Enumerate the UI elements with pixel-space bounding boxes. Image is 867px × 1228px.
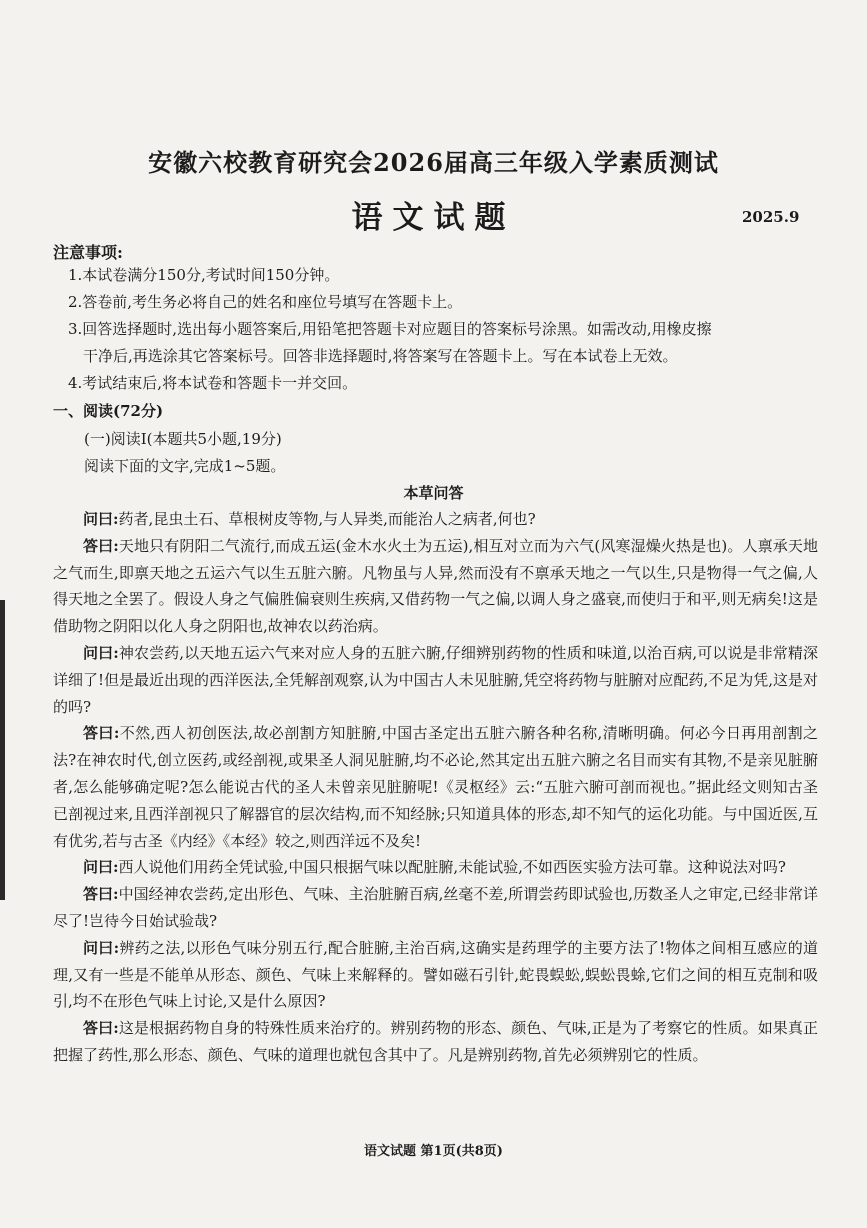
paragraph-label: 答曰: (83, 1019, 119, 1038)
paragraph-text: 这是根据药物自身的特殊性质来治疗的。辨别药物的形态、颜色、气味,正是为了考察它的性质。如果真正把握了药性,那么形态、颜色、气味的道理也就包含其中了。凡是辨别药物,首先必须辨别它的性质。 (53, 1019, 818, 1064)
paragraph-label: 答曰: (83, 724, 120, 743)
paragraph-text: 辨药之法,以形色气味分别五行,配合脏腑,主治百病,这确实是药理学的主要方法了!物体之间相互感应的道理,又有一些是不能单从形态、颜色、气味上来解释的。譬如磁石引针,蛇畏蜈蚣,蜈蚣畏蜍,它们之间的相互克制和吸引,均不在形色气味上讨论,又是什么原因? (53, 938, 818, 1011)
section-heading: 一、阅读(72分) (53, 402, 164, 420)
article-paragraph (53, 533, 818, 640)
paragraph-label: 答曰: (83, 536, 119, 555)
paragraph-text: 药者,昆虫土石、草根树皮等物,与人异类,而能治人之病者,何也? (118, 510, 536, 528)
paragraph-text: 中国经神农尝药,定出形色、气味、主治脏腑百病,丝毫不差,所谓尝药即试验也,历数圣人之审定,已经非常详尽了!岂待今日始试验哉? (53, 885, 818, 930)
article-paragraph (53, 640, 818, 720)
paragraph-text: 天地只有阴阳二气流行,而成五运(金木水火土为五运),相互对立而为六气(风寒湿燥火热是也)。人禀承天地之气而生,即禀天地之五运六气以生五脏六腑。凡物虽与人异,然而没有不禀承天地之一气以生,只是物得一气之偏,人得天地之全罢了。假设人身之气偏胜偏衰则生疾病,又借药物一气之偏,以调人身之盛衰,而使归于和平,则无病矣!这是借助物之阴阳以化人身之阴阳也,故神农以药治病。 (53, 536, 818, 636)
scan-edge-shadow (0, 600, 5, 900)
notice-item: 4.考试结束后,将本试卷和答题卡一并交回。 (68, 374, 358, 392)
notice-item: 2.答卷前,考生务必将自己的姓名和座位号填写在答题卡上。 (68, 293, 463, 311)
paragraph-label: 问曰: (83, 938, 120, 957)
notice-item: 1.本试卷满分150分,考试时间150分钟。 (68, 266, 340, 284)
exam-header-title: 安徽六校教育研究会2026届高三年级入学素质测试 (148, 148, 719, 177)
article-paragraph (53, 854, 818, 881)
paragraph-label: 问曰: (83, 643, 119, 662)
article-paragraph (53, 935, 818, 1015)
notice-title: 注意事项: (53, 243, 123, 262)
page-footer: 语文试题 第1页(共8页) (364, 1144, 503, 1159)
notice-list (68, 262, 828, 397)
paragraph-text: 西人说他们用药全凭试验,中国只根据气味以配脏腑,未能试验,不如西医实验方法可靠。这种说法对吗? (118, 858, 786, 877)
paragraph-label: 答曰: (83, 885, 119, 904)
paragraph-text: 神农尝药,以天地五运六气来对应人身的五脏六腑,仔细辨别药物的性质和味道,以治百病,可以说是非常精深详细了!但是最近出现的西洋医法,全凭解剖观察,认为中国古人未见脏腑,凭空将药物与脏腑对应配药,不足为凭,这是对的吗? (53, 643, 818, 716)
notice-item: 3.回答选择题时,选出每小题答案后,用铅笔把答题卡对应题目的答案标号涂黑。如需改动,用橡皮擦 (68, 320, 712, 338)
notice-item: 干净后,再选涂其它答案标号。回答非选择题时,将答案写在答题卡上。写在本试卷上无效。 (83, 347, 678, 365)
paragraph-label: 问曰: (83, 858, 119, 877)
article-title: 本草问答 (403, 484, 464, 502)
paragraph-label: 问曰: (83, 510, 119, 528)
article-paragraph (53, 506, 818, 533)
paragraph-text: 不然,西人初创医法,故必剖割方知脏腑,中国古圣定出五脏六腑各种名称,清晰明确。何必今日再用剖割之法?在神农时代,创立医药,或经剖视,或果圣人洞见脏腑,均不必论,然其定出五脏六腑之名目而实有其物,不是亲见脏腑者,怎么能够确定呢?怎么能说古代的圣人未曾亲见脏腑呢!《灵枢经》云:“五脏六腑可剖而视也。”据此经文则知古圣已剖视过来,且西洋剖视只了解器官的层次结构,而不知经脉;只知道具体的形态,却不知气的运化功能。与中国近医,互有优劣,若与古圣《内经》《本经》较之,则西洋远不及矣! (53, 724, 818, 850)
exam-subject-title: 语文试题 (351, 200, 516, 236)
article-paragraph (53, 881, 818, 935)
section-instruction: 阅读下面的文字,完成1~5题。 (84, 457, 286, 475)
article-paragraph (53, 720, 818, 854)
article-body (53, 506, 818, 1069)
article-paragraph (53, 1015, 818, 1069)
exam-date: 2025.9 (742, 208, 800, 226)
section-subheading: (一)阅读Ⅰ(本题共5小题,19分) (84, 430, 282, 448)
